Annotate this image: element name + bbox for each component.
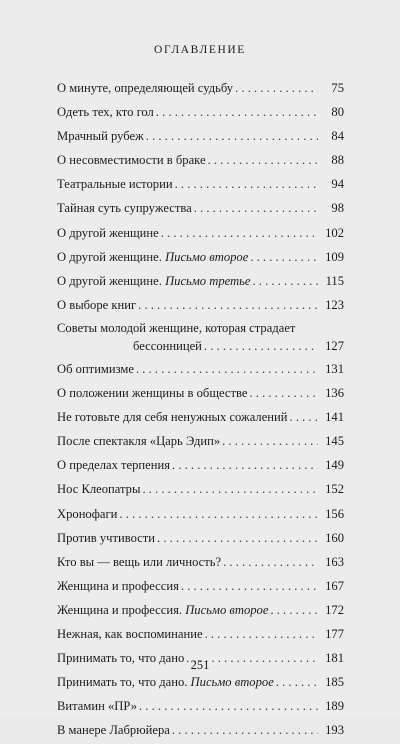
- toc-entry: [57, 504, 344, 528]
- toc-entry: [57, 247, 344, 271]
- toc-entry: [57, 319, 344, 355]
- page-title: ОГЛАВЛЕНИЕ: [154, 44, 246, 56]
- toc-entry-title: Об оптимизме: [57, 361, 134, 376]
- toc-entry-title: О несовместимости в браке: [57, 153, 206, 168]
- toc-entry-title: Женщина и профессия. Письмо второе: [57, 602, 269, 617]
- toc-entry-title: После спектакля «Царь Эдип»: [57, 434, 221, 449]
- toc-entry-page: 127: [325, 338, 344, 353]
- leader-dots: [208, 150, 318, 170]
- leader-dots: [161, 223, 318, 243]
- toc-entry-title: Не готовьте для себя ненужных сожалений: [57, 410, 288, 425]
- toc-entry-title: Одеть тех, кто гол: [57, 105, 154, 120]
- toc-entry-subtitle: Письмо второе: [165, 249, 249, 264]
- leader-dots: [290, 407, 318, 427]
- leader-dots: [172, 720, 318, 740]
- toc-entry-page: 102: [325, 225, 344, 240]
- toc-entry-title: О выборе книг: [57, 297, 137, 312]
- toc-entry-title: В манере Лабрюйера: [57, 723, 170, 738]
- toc-entry: [57, 576, 344, 600]
- toc-entry-page: 149: [325, 458, 344, 473]
- toc-entry-page: 115: [325, 273, 344, 288]
- toc-entry: [57, 102, 344, 126]
- toc-entry-page: 181: [325, 651, 344, 666]
- toc-entry-page: 88: [331, 153, 344, 168]
- toc-entry-subtitle: Письмо третье: [165, 273, 251, 288]
- toc-entry: [57, 720, 344, 744]
- leader-dots: [249, 383, 318, 403]
- leader-dots: [175, 174, 318, 194]
- toc-entry-title: Против учтивости: [57, 530, 156, 545]
- toc-entry-page: 98: [331, 201, 344, 216]
- toc-entry-title: Хронофаги: [57, 506, 118, 521]
- toc-entry: [57, 271, 344, 295]
- toc-entry-page: 189: [325, 699, 344, 714]
- leader-dots: [270, 600, 318, 620]
- toc-entry-page: 131: [325, 361, 344, 376]
- toc-entry-page: 177: [325, 626, 344, 641]
- toc-entry-title: Принимать то, что дано. Письмо второе: [57, 675, 274, 690]
- toc-entry: [57, 672, 344, 696]
- toc-entry-page: 84: [331, 129, 344, 144]
- leader-dots: [138, 295, 318, 315]
- leader-dots: [235, 78, 318, 98]
- leader-dots: [205, 624, 318, 644]
- toc-entry-page: 80: [331, 105, 344, 120]
- toc-entry-page: 123: [325, 297, 344, 312]
- toc-entry-page: 141: [325, 410, 344, 425]
- toc-entry: [57, 479, 344, 503]
- toc-entry: [57, 431, 344, 455]
- leader-dots: [142, 479, 318, 499]
- toc-entry: [57, 78, 344, 102]
- toc-entry: [57, 126, 344, 150]
- toc-entry-subtitle: Письмо второе: [185, 602, 269, 617]
- toc-entry-title: О другой женщине. Письмо третье: [57, 273, 251, 288]
- toc-entry-title: Театральные истории: [57, 177, 173, 192]
- toc-entry: [57, 174, 344, 198]
- toc-entry: [57, 552, 344, 576]
- leader-dots: [157, 528, 318, 548]
- toc-entry-title: Мрачный рубеж: [57, 129, 144, 144]
- toc-entry: [57, 455, 344, 479]
- toc-entry-page: 167: [325, 578, 344, 593]
- leader-dots: [194, 198, 318, 218]
- toc-entry-title: О другой женщине: [57, 225, 159, 240]
- toc-entry-title: О положении женщины в обществе: [57, 386, 248, 401]
- leader-dots: [181, 576, 318, 596]
- toc-entry: [57, 624, 344, 648]
- toc-entry: [57, 295, 344, 319]
- toc-entry-page: 156: [325, 506, 344, 521]
- leader-dots: [223, 552, 318, 572]
- toc-entry-page: 109: [325, 249, 344, 264]
- toc-entry: [57, 383, 344, 407]
- leader-dots: [156, 102, 318, 122]
- leader-dots: [172, 455, 318, 475]
- toc-entry-subtitle: Письмо второе: [190, 675, 274, 690]
- toc-entry: [57, 600, 344, 624]
- toc-entry-page: 75: [331, 81, 344, 95]
- leader-dots: [204, 337, 318, 355]
- toc-entry: [57, 359, 344, 383]
- leader-dots: [253, 271, 319, 291]
- toc-entry-title: Нежная, как воспоминание: [57, 626, 203, 641]
- leader-dots: [276, 672, 318, 692]
- toc-entry-page: 185: [325, 675, 344, 690]
- toc-entry: [57, 696, 344, 720]
- toc-entry-page: 152: [325, 482, 344, 497]
- leader-dots: [222, 431, 318, 451]
- toc-entry-page: 172: [325, 602, 344, 617]
- toc-entry-page: 136: [325, 386, 344, 401]
- toc-entry-title: Витамин «ПР»: [57, 699, 137, 714]
- toc-entry-title: Тайная суть супружества: [57, 201, 192, 216]
- toc-entry-title: О другой женщине. Письмо второе: [57, 249, 249, 264]
- toc-entry: [57, 223, 344, 247]
- page-number: 251: [190, 658, 210, 672]
- toc-entry-title-line2: бессонницей: [133, 338, 202, 353]
- toc-entry-title: Кто вы — вещь или личность?: [57, 554, 222, 569]
- leader-dots: [119, 504, 318, 524]
- toc-entry: [57, 528, 344, 552]
- toc-entry: [57, 150, 344, 174]
- toc-entry-title: Принимать то, что дано: [57, 651, 185, 666]
- toc-entry-title: Нос Клеопатры: [57, 482, 141, 497]
- toc-entry-page: 193: [325, 723, 344, 738]
- toc-entry-page: 163: [325, 554, 344, 569]
- toc-entry-title: О минуте, определяющей судьбу: [57, 81, 234, 95]
- toc-entry-title: Женщина и профессия: [57, 578, 179, 593]
- table-of-contents: [57, 78, 344, 744]
- toc-entry-page: 94: [331, 177, 344, 192]
- toc-entry-page: 160: [325, 530, 344, 545]
- toc-entry: [57, 407, 344, 431]
- toc-entry-page: 145: [325, 434, 344, 449]
- leader-dots: [139, 696, 318, 716]
- leader-dots: [136, 359, 318, 379]
- toc-entry: [57, 198, 344, 222]
- toc-entry-title: Советы молодой женщине, которая страдает: [57, 320, 296, 335]
- leader-dots: [146, 126, 318, 146]
- leader-dots: [250, 247, 318, 267]
- toc-entry-title: О пределах терпения: [57, 458, 171, 473]
